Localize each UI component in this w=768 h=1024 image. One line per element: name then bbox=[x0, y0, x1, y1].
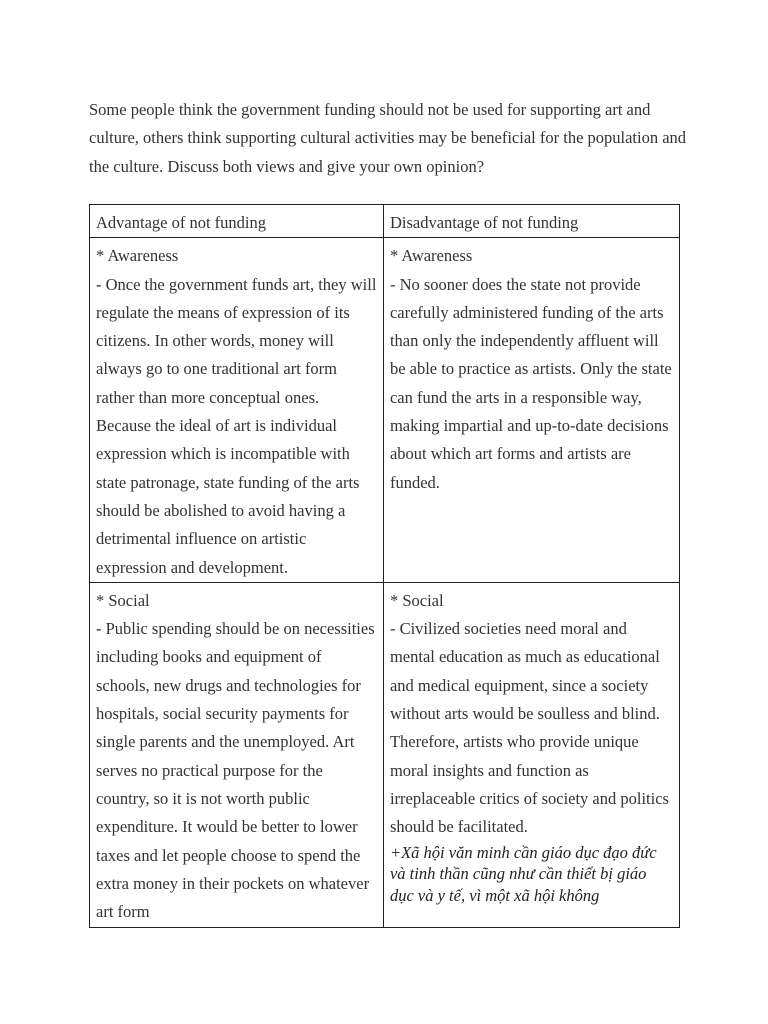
cell-advantage-awareness bbox=[90, 238, 384, 583]
cell-heading: * Social bbox=[389, 590, 444, 610]
header-disadvantage: Disadvantage of not funding bbox=[383, 205, 679, 238]
cell-heading: * Awareness bbox=[96, 246, 179, 266]
essay-prompt: Some people think the government funding should not be used for supporting art and culture, others think supporting cultural activities may be beneficial for the population and the culture. Discuss both views and give your own opinion? bbox=[89, 100, 687, 176]
cell-heading: * Social bbox=[96, 590, 150, 610]
comparison-table bbox=[89, 204, 680, 928]
cell-body: - Civilized societies need moral and mental education as much as educational and medical equipment, since a society without arts would be soulless and blind. Therefore, artists who provide unique moral insights and function as irreplaceable critics of society and politics should be facilitated. bbox=[389, 619, 669, 837]
cell-disadvantage-awareness bbox=[383, 238, 679, 583]
table-header-row bbox=[90, 205, 680, 238]
cell-heading: * Awareness bbox=[389, 246, 473, 266]
cell-disadvantage-social bbox=[383, 582, 679, 927]
vietnamese-translation: +Xã hội văn minh cần giáo dục đạo đức và tinh thần cũng như cần thiết bị giáo dục và y tế, vì một xã hội không bbox=[389, 842, 657, 905]
cell-advantage-social bbox=[90, 582, 384, 927]
cell-body: - No sooner does the state not provide carefully administered funding of the arts than only the independently affluent will be able to practice as artists. Only the state can fund the arts in a responsible way, making impartial and up-to-date decisions about which art forms and artists are funded. bbox=[389, 274, 672, 492]
cell-body: - Once the government funds art, they will regulate the means of expression of its citizens. In other words, money will always go to one traditional art form rather than more conceptual ones. Because the ideal of art is individual expression which is incompatible with state patronage, state funding of the arts should be abolished to avoid having a detrimental influence on artistic expression and development. bbox=[96, 274, 377, 577]
table-row-social bbox=[90, 582, 680, 927]
cell-body: - Public spending should be on necessities including books and equipment of schools, new drugs and technologies for hospitals, social security payments for single parents and the unemployed. Art serves no practical purpose for the country, so it is not worth public expenditure. It would be better to lower taxes and let people choose to spend the extra money in their pockets on whatever art form bbox=[96, 619, 375, 922]
header-advantage: Advantage of not funding bbox=[90, 205, 384, 238]
table-row-awareness bbox=[90, 238, 680, 583]
